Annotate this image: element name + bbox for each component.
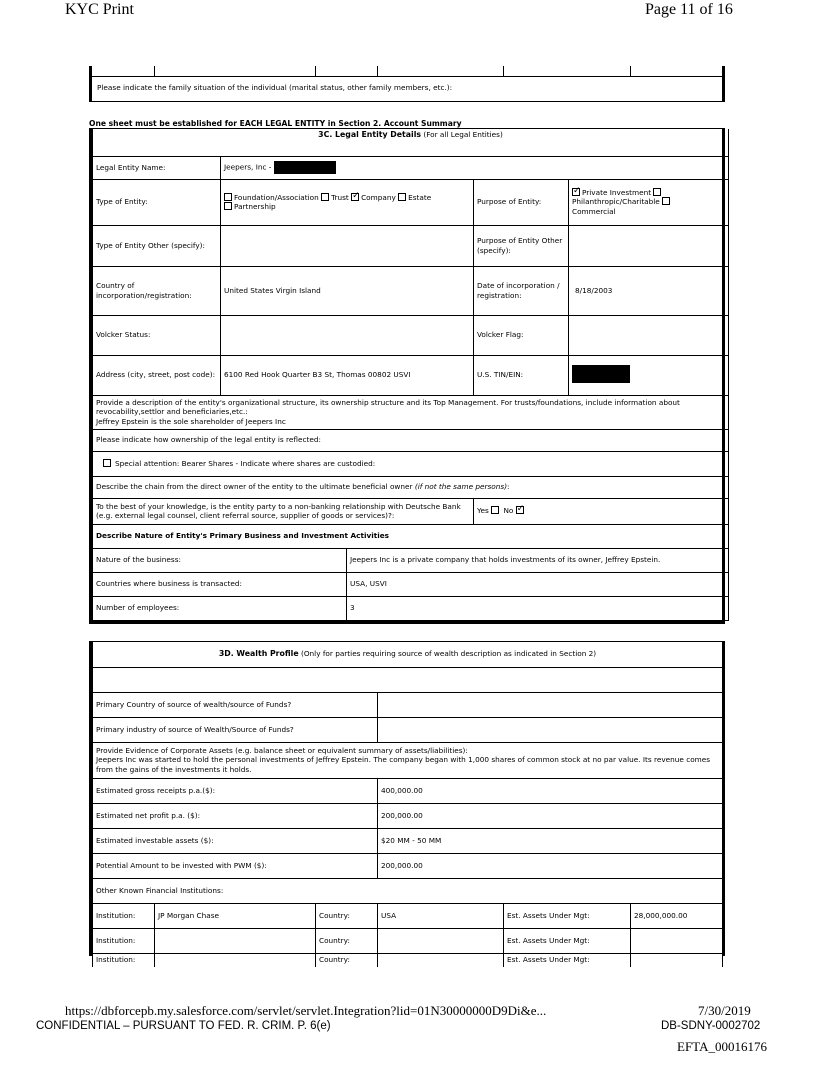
redaction-block xyxy=(274,161,336,174)
investable-assets-value[interactable]: $20 MM - 50 MM xyxy=(378,828,723,853)
institution-aum[interactable]: 28,000,000.00 xyxy=(631,903,723,928)
entity-type-other-label: Type of Entity Other (specify): xyxy=(93,225,221,266)
institution-name[interactable] xyxy=(155,928,316,953)
country-incorporation-value[interactable]: United States Virgin Island xyxy=(221,266,474,315)
section-3c-note: (For all Legal Entities) xyxy=(423,130,503,139)
option-foundation[interactable]: Foundation/Association xyxy=(224,193,319,202)
checkbox-icon xyxy=(321,193,329,201)
section-3c-heading: 3C. Legal Entity Details xyxy=(318,130,422,139)
investable-assets-label: Estimated investable assets ($): xyxy=(93,828,378,853)
option-commercial[interactable]: Commercial xyxy=(572,206,616,216)
checkbox-icon xyxy=(398,193,406,201)
checkbox-checked-icon xyxy=(351,193,359,201)
institution-aum[interactable] xyxy=(631,953,723,967)
bearer-shares-label: Special attention: Bearer Shares - Indicate where shares are custodied: xyxy=(115,458,376,468)
date-incorporation-label: Date of incorporation / registration: xyxy=(474,266,569,315)
checkbox-icon xyxy=(491,506,499,514)
gross-receipts-value[interactable]: 400,000.00 xyxy=(378,778,723,803)
institution-row xyxy=(93,928,723,953)
aum-label: Est. Assets Under Mgt: xyxy=(504,953,631,967)
chain-note: (if not the same persons) xyxy=(414,482,508,492)
countries-value[interactable]: USA, USVI xyxy=(347,572,729,596)
purpose-other-field[interactable] xyxy=(569,225,729,266)
option-philanthropic[interactable]: Philanthropic/Charitable xyxy=(572,197,672,206)
bates-number: DB-SDNY-0002702 xyxy=(661,1020,761,1032)
page-number: Page 11 of 16 xyxy=(645,1,733,18)
institution-label: Institution: xyxy=(93,928,155,953)
country-label: Country: xyxy=(316,928,378,953)
country-label: Country: xyxy=(316,953,378,967)
tin-field[interactable] xyxy=(569,355,729,395)
volcker-flag-label: Volcker Flag: xyxy=(474,315,569,355)
footer-url: https://dbforcepb.my.salesforce.com/servlet/servlet.Integration?lid=01N30000000D9Di&e... xyxy=(65,1003,547,1018)
legal-entity-name-value: Jeepers, Inc - xyxy=(224,162,272,172)
primary-country-field[interactable] xyxy=(378,692,723,717)
legal-entity-table xyxy=(92,129,729,621)
wealth-profile-table xyxy=(92,642,723,967)
institution-row xyxy=(93,953,723,967)
checkbox-checked-icon xyxy=(572,188,580,196)
redaction-block xyxy=(572,365,630,383)
family-situation-box xyxy=(89,66,725,102)
structure-prompt: Provide a description of the entity's organizational structure, its ownership structure and its Top Management. For trusts/foundations, include information about revocability,settlor and beneficiaries,etc.: xyxy=(96,398,680,417)
no-option[interactable]: No ✓ xyxy=(503,506,525,515)
employees-value[interactable]: 3 xyxy=(347,596,729,620)
family-situation-prompt: Please indicate the family situation of the individual (marital status, other family members, etc.): xyxy=(97,83,453,92)
corporate-assets-evidence xyxy=(93,742,723,778)
wealth-profile-section xyxy=(89,641,725,964)
checkbox-icon xyxy=(662,197,670,205)
structure-description xyxy=(93,395,729,429)
institution-label: Institution: xyxy=(93,903,155,928)
option-estate[interactable]: Estate xyxy=(398,193,431,202)
gross-receipts-label: Estimated gross receipts p.a.($): xyxy=(93,778,378,803)
countries-label: Countries where business is transacted: xyxy=(93,572,347,596)
volcker-flag-field[interactable] xyxy=(569,315,729,355)
purpose-label: Purpose of Entity: xyxy=(474,179,569,225)
checkbox-icon xyxy=(224,193,232,201)
print-header-title: KYC Print xyxy=(65,1,134,18)
option-private-investment[interactable]: ✓Private Investment xyxy=(572,188,651,197)
option-trust[interactable]: Trust xyxy=(321,193,349,202)
legal-entity-details-section xyxy=(89,128,725,624)
purpose-other-label: Purpose of Entity Other (specify): xyxy=(474,225,569,266)
potential-amount-value[interactable]: 200,000.00 xyxy=(378,853,723,878)
volcker-status-label: Volcker Status: xyxy=(93,315,221,355)
entity-type-label: Type of Entity: xyxy=(93,179,221,225)
evidence-prompt: Provide Evidence of Corporate Assets (e.g. balance sheet or equivalent summary of assets/liabilities): xyxy=(96,746,468,756)
relationship-prompt: To the best of your knowledge, is the entity party to a non-banking relationship with Deutsche Bank (e.g. external legal counsel, client referral source, supplier of goods or services)?: xyxy=(93,498,474,524)
employees-label: Number of employees: xyxy=(93,596,347,620)
efta-number: EFTA_00016176 xyxy=(677,1039,767,1054)
institution-aum[interactable] xyxy=(631,928,723,953)
country-incorporation-label: Country of incorporation/registration: xyxy=(93,266,221,315)
confidential-notice: CONFIDENTIAL – PURSUANT TO FED. R. CRIM. P. 6(e) xyxy=(36,1020,331,1032)
legal-entity-name-label: Legal Entity Name: xyxy=(93,156,221,179)
institution-country[interactable] xyxy=(378,953,504,967)
address-value[interactable]: 6100 Red Hook Quarter B3 St, Thomas 00802 USVI xyxy=(221,355,474,395)
evidence-value[interactable]: Jeepers Inc was started to hold the personal investments of Jeffrey Epstein. The company began with 1,000 shares of common stock at no par value. Its revenue comes from the gains of the investments it holds. xyxy=(96,755,711,774)
nature-value[interactable]: Jeepers Inc is a private company that holds investments of its owner, Jeffrey Epstein. xyxy=(347,548,729,572)
potential-amount-label: Potential Amount to be invested with PWM ($): xyxy=(93,853,378,878)
institution-country[interactable] xyxy=(378,928,504,953)
primary-industry-field[interactable] xyxy=(378,717,723,742)
primary-industry-label: Primary industry of source of Wealth/Source of Funds? xyxy=(93,717,378,742)
structure-value[interactable]: Jeffrey Epstein is the sole shareholder of Jeepers Inc xyxy=(96,416,286,426)
footer-date: 7/30/2019 xyxy=(698,1003,751,1018)
checkbox-icon xyxy=(103,459,111,467)
net-profit-label: Estimated net profit p.a. ($): xyxy=(93,803,378,828)
entity-type-other-field[interactable] xyxy=(221,225,474,266)
section-3d-heading: 3D. Wealth Profile xyxy=(218,649,299,659)
country-label: Country: xyxy=(316,903,378,928)
date-incorporation-value[interactable]: 8/18/2003 xyxy=(569,266,729,315)
volcker-status-field[interactable] xyxy=(221,315,474,355)
sheet-note: One sheet must be established for EACH LEGAL ENTITY in Section 2. Account Summary xyxy=(89,119,462,128)
institution-name[interactable]: JP Morgan Chase xyxy=(155,903,316,928)
institution-row xyxy=(93,903,723,928)
section-3c-title xyxy=(93,129,729,156)
institution-country[interactable]: USA xyxy=(378,903,504,928)
yes-option[interactable]: Yes xyxy=(477,506,501,515)
column-stubs xyxy=(92,66,722,76)
other-institutions-label: Other Known Financial Institutions: xyxy=(93,878,723,903)
legal-entity-name-field[interactable] xyxy=(221,156,729,179)
checkbox-icon xyxy=(224,202,232,210)
primary-country-label: Primary Country of source of wealth/source of Funds? xyxy=(93,692,378,717)
aum-label: Est. Assets Under Mgt: xyxy=(504,928,631,953)
net-profit-value[interactable]: 200,000.00 xyxy=(378,803,723,828)
tin-label: U.S. TIN/EIN: xyxy=(474,355,569,395)
checkbox-icon[interactable] xyxy=(653,188,661,196)
institution-name[interactable] xyxy=(155,953,316,967)
nature-label: Nature of the business: xyxy=(93,548,347,572)
entity-type-options xyxy=(221,179,474,225)
section-3d-note: (Only for parties requiring source of wealth description as indicated in Section 2) xyxy=(300,649,597,659)
relationship-answer xyxy=(474,498,729,524)
bearer-shares-row[interactable] xyxy=(93,451,729,476)
aum-label: Est. Assets Under Mgt: xyxy=(504,903,631,928)
checkbox-checked-icon xyxy=(516,506,524,514)
institution-label: Institution: xyxy=(93,953,155,967)
ownership-chain-row: Describe the chain from the direct owner of the entity to the ultimate beneficial owner (if not the same persons): xyxy=(93,476,729,498)
address-label: Address (city, street, post code): xyxy=(93,355,221,395)
section-3d-title xyxy=(93,642,723,667)
chain-prompt: Describe the chain from the direct owner of the entity to the ultimate beneficial owner xyxy=(96,482,413,492)
purpose-options xyxy=(569,179,729,225)
business-heading: Describe Nature of Entity's Primary Business and Investment Activities xyxy=(93,524,729,548)
option-company[interactable]: ✓ Company xyxy=(351,193,396,202)
ownership-prompt: Please indicate how ownership of the legal entity is reflected: xyxy=(93,429,729,451)
option-partnership[interactable]: Partnership xyxy=(224,202,276,211)
